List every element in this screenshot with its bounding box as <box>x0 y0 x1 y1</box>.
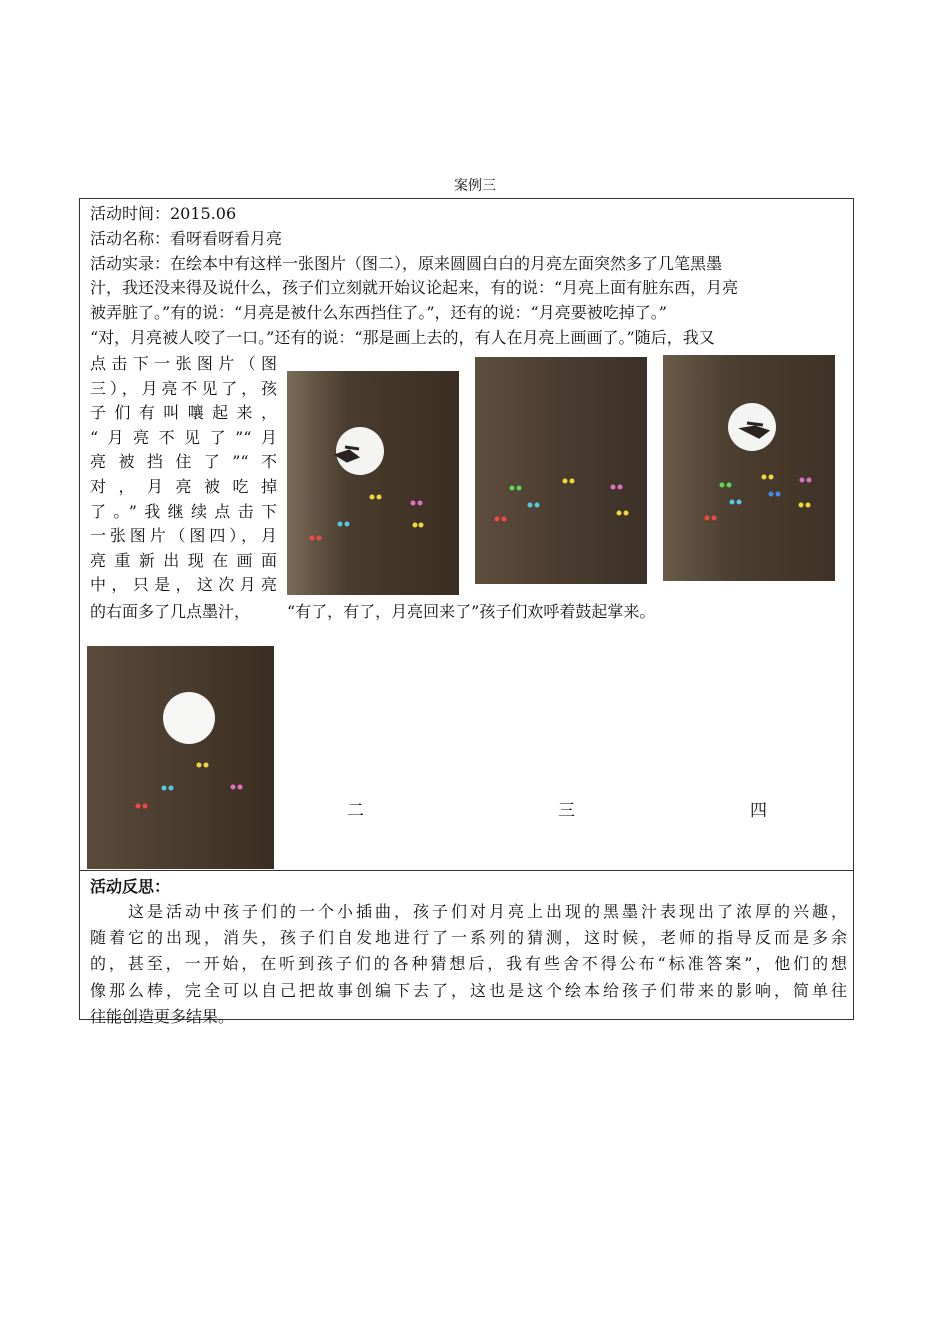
record-line: 活动实录：在绘本中有这样一张图片（图二），原来圆圆白白的月亮左面突然多了几笔黑墨 <box>90 254 723 273</box>
photo-fig2 <box>287 371 459 595</box>
caption-fig2: 二 <box>347 801 364 821</box>
activity-name: 活动名称：看呀看呀看月亮 <box>90 229 283 248</box>
reflection-line: 往能创造更多结果。 <box>90 1006 235 1026</box>
wrap-line: 三），月亮不见了，孩 <box>90 378 277 398</box>
row-divider <box>80 870 853 871</box>
reflection-line: 的，甚至，一开始，在听到孩子们的各种猜想后，我有些舍不得公布“标准答案”，他们的想 <box>90 954 847 974</box>
wrap-line: “月亮不见了”“月 <box>90 427 277 447</box>
wrap-line: 点击下一张图片（图 <box>90 354 277 373</box>
record-line: “对，月亮被人咬了一口。”还有的说：“那是画上去的，有人在月亮上画画了。”随后，我又 <box>90 328 715 347</box>
photo-fig3 <box>475 357 647 584</box>
wrap-line: 子们有叫嚷起来， <box>90 403 277 423</box>
photo-full-moon <box>87 646 274 869</box>
caption-fig3: 三 <box>558 801 575 821</box>
wrap-line: 亮重新出现在画面 <box>90 550 277 570</box>
record-line: 汁，我还没来得及说什么，孩子们立刻就开始议论起来，有的说：“月亮上面有脏东西，月亮 <box>90 278 739 297</box>
case-title: 案例三 <box>454 178 496 194</box>
reflection-line: 随着它的出现，消失，孩子们自发地进行了一系列的猜测，这时候，老师的指导反而是多余 <box>90 928 847 948</box>
reflection-line: 这是活动中孩子们的一个小插曲，孩子们对月亮上出现的黑墨汁表现出了浓厚的兴趣， <box>90 902 847 921</box>
caption-fig4: 四 <box>750 801 767 821</box>
wrapped-text <box>90 352 277 598</box>
record-line: 被弄脏了。”有的说：“月亮是被什么东西挡住了。”，还有的说：“月亮要被吃掉了。” <box>90 303 667 322</box>
wrap-line: 中，只是，这次月亮 <box>90 575 277 595</box>
activity-record-table <box>79 198 854 1026</box>
reflection-heading: 活动反思： <box>90 877 171 896</box>
reflection-body <box>90 899 847 1030</box>
wrap-line: 亮被挡住了”“不 <box>90 452 277 472</box>
activity-time: 活动时间：2015.06 <box>90 204 237 223</box>
wrap-line: 对，月亮被吃掉 <box>90 476 277 496</box>
last-line-left: 的右面多了几点墨汁， <box>90 602 251 621</box>
last-line-right: “有了，有了，月亮回来了”孩子们欢呼着鼓起掌来。 <box>287 602 656 621</box>
wrap-line: 了。”我继续点击下 <box>90 501 277 521</box>
photo-fig4 <box>663 355 835 581</box>
wrap-line: 一张图片（图四），月 <box>90 526 277 546</box>
reflection-line: 像那么棒，完全可以自己把故事创编下去了，这也是这个绘本给孩子们带来的影响，简单往 <box>90 980 847 1000</box>
